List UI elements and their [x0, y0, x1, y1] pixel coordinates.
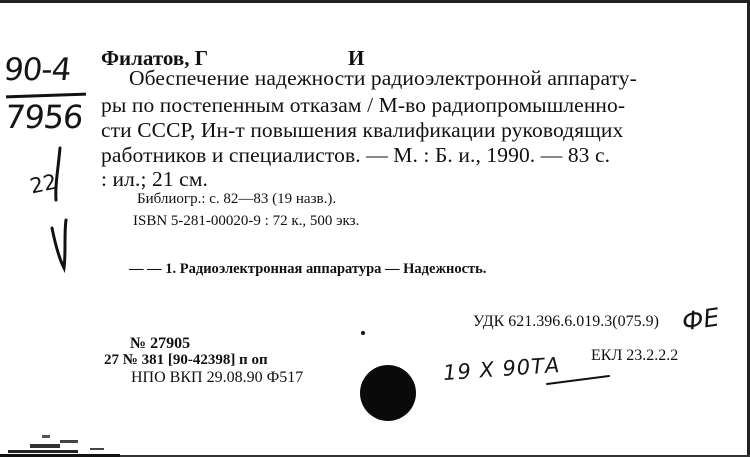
registration-line-3: НПО ВКП 29.08.90 Ф517 — [131, 369, 304, 386]
handwritten-date-note: 19 X 90ТА — [442, 352, 562, 386]
author-name: Филатов, Г — [101, 46, 209, 70]
handwritten-call-number-bottom: 7956 — [3, 98, 85, 136]
registration-number: № 27905 — [130, 335, 191, 352]
handwritten-check-mark-icon — [38, 140, 78, 275]
registration-line-2: 27 № 381 [90-42398] п оп — [104, 352, 268, 368]
handwritten-call-number-top: 90-4 — [2, 52, 73, 88]
udk-code: УДК 621.396.6.019.3(075.9) — [473, 313, 659, 330]
punch-hole — [360, 365, 416, 421]
handwritten-underline-stroke-icon — [545, 370, 615, 390]
title-line-1: Обеспечение надежности радиоэлектронной аппарату- — [129, 66, 637, 90]
ekl-code: ЕКЛ 23.2.2.2 — [591, 347, 679, 364]
card-top-edge — [0, 0, 750, 3]
title-line-5: : ил.; 21 см. — [101, 167, 209, 191]
title-line-4: работников и специалистов. — М. : Б. и., 1990. — 83 с. — [101, 143, 611, 167]
handwritten-fe-note: ФЕ — [680, 302, 722, 337]
subject-heading: — — 1. Радиоэлектронная аппаратура — Надежность. — [129, 261, 487, 277]
handwritten-note-22: 22 — [27, 169, 59, 199]
title-line-2: ры по постепенным отказам / М-во радиопромышленно- — [101, 93, 626, 117]
isbn-line: ISBN 5-281-00020-9 : 72 к., 500 экз. — [133, 213, 360, 229]
bibliography-note: Библиогр.: с. 82—83 (19 назв.). — [137, 191, 337, 207]
author-initial: И — [348, 46, 365, 70]
title-line-3: сти СССР, Ин-т повышения квалификации руководящих — [101, 118, 624, 142]
ink-dot — [361, 331, 365, 335]
scan-noise-speckle — [0, 418, 130, 457]
